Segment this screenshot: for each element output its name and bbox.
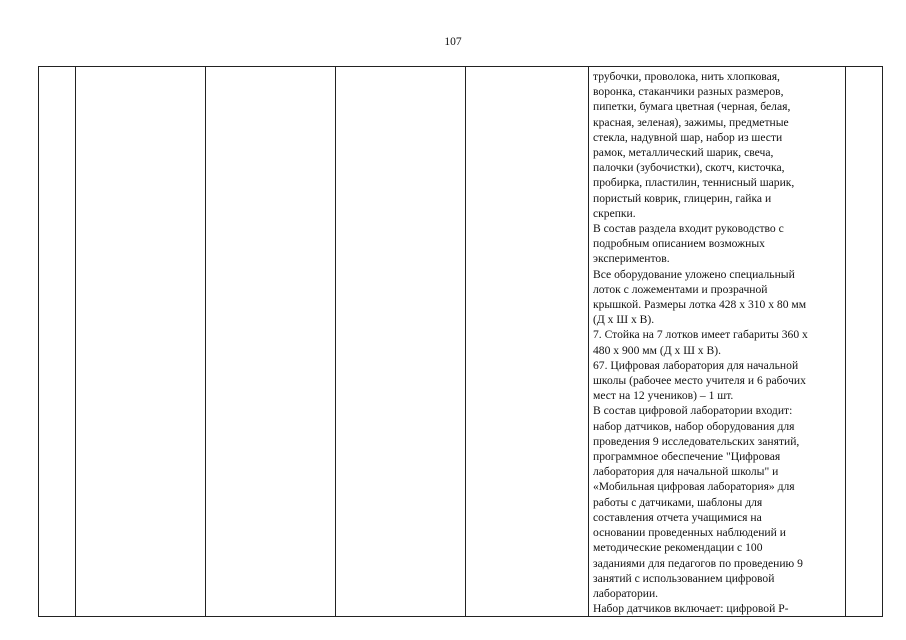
description-line: проведения 9 исследовательских занятий,: [593, 434, 800, 448]
description-line: мест на 12 учеников) – 1 шт.: [593, 389, 734, 403]
description-line: методические рекомендации с 100: [593, 541, 763, 555]
description-line: палочки (зубочистки), скотч, кисточка,: [593, 161, 785, 175]
table-cell-empty: [206, 67, 336, 617]
description-line: крышкой. Размеры лотка 428 х 310 х 80 мм: [593, 298, 807, 312]
description-line: заданиями для педагогов по проведению 9: [593, 556, 803, 570]
description-line: работы с датчиками, шаблоны для: [593, 495, 763, 509]
description-line: 480 х 900 мм (Д х Ш х В).: [593, 343, 721, 357]
description-line: Набор датчиков включает: цифровой Р-: [593, 602, 789, 616]
table-cell-number: [39, 67, 76, 617]
description-line: набор датчиков, набор оборудования для: [593, 419, 795, 433]
description-line: составления отчета учащимися на: [593, 510, 762, 524]
description-line: 67. Цифровая лаборатория для начальной: [593, 358, 799, 372]
description-line: В состав цифровой лаборатории входит:: [593, 404, 793, 418]
table-cell-description: [589, 67, 846, 617]
description-line: «Мобильная цифровая лаборатория» для: [593, 480, 795, 494]
description-line: школы (рабочее место учителя и 6 рабочих: [593, 374, 806, 388]
description-text: [593, 69, 841, 616]
description-line: красная, зеленая), зажимы, предметные: [593, 115, 789, 129]
description-line: основании проведенных наблюдений и: [593, 526, 786, 540]
description-line: подробным описанием возможных: [593, 237, 765, 251]
description-line: лоток с ложементами и прозрачной: [593, 282, 768, 296]
description-line: пористый коврик, глицерин, гайка и: [593, 191, 772, 205]
description-line: воронка, стаканчики разных размеров,: [593, 85, 784, 99]
description-line: стекла, надувной шар, набор из шести: [593, 130, 783, 144]
table-cell-empty: [336, 67, 466, 617]
description-line: скрепки.: [593, 206, 636, 220]
description-line: экспериментов.: [593, 252, 670, 266]
description-line: (Д х Ш х В).: [593, 313, 655, 327]
description-line: лаборатории.: [593, 586, 659, 600]
description-line: занятий с использованием цифровой: [593, 571, 775, 585]
specification-table: [38, 66, 883, 617]
table-row: [39, 67, 883, 617]
description-line: 7. Стойка на 7 лотков имеет габариты 360 х: [593, 328, 808, 342]
table-cell-empty: [846, 67, 883, 617]
description-line: трубочки, проволока, нить хлопковая,: [593, 70, 780, 83]
description-line: пипетки, бумага цветная (черная, белая,: [593, 100, 791, 114]
description-line: лаборатория для начальной школы" и: [593, 465, 779, 479]
description-line: пробирка, пластилин, теннисный шарик,: [593, 176, 795, 190]
table-cell-empty: [466, 67, 589, 617]
description-line: рамок, металлический шарик, свеча,: [593, 146, 774, 160]
description-line: В состав раздела входит руководство с: [593, 222, 784, 236]
page-number: 107: [444, 36, 462, 48]
table-cell-empty: [76, 67, 206, 617]
description-line: программное обеспечение "Цифровая: [593, 450, 781, 464]
description-line: Все оборудование уложено специальный: [593, 267, 795, 281]
